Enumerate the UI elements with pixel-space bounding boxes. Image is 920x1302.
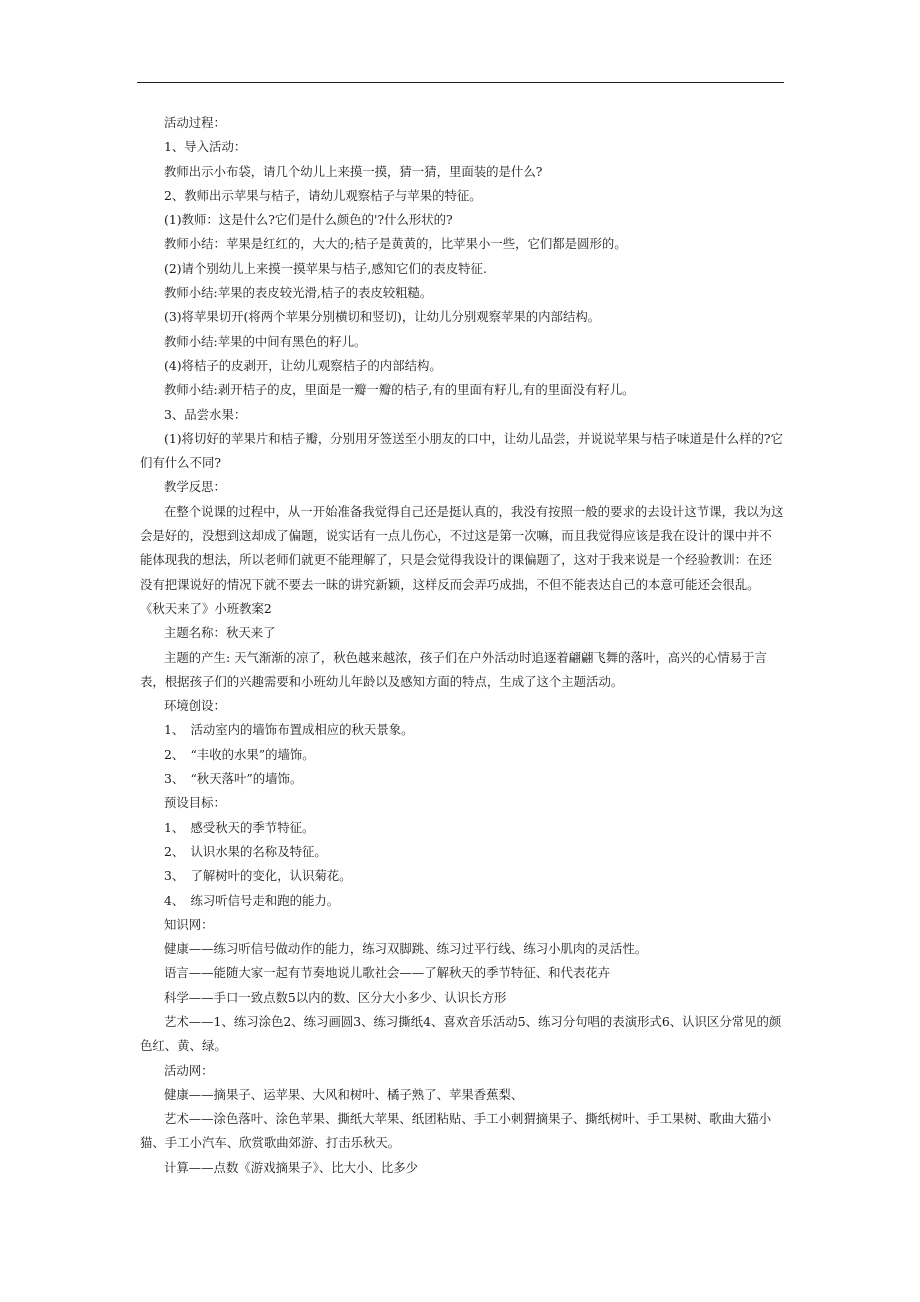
paragraph: 教师小结:苹果的表皮较光滑,桔子的表皮较粗糙。	[164, 285, 433, 301]
paragraph: 艺术——1、练习涂色2、练习画圆3、练习撕纸4、喜欢音乐活动5、练习分句唱的表演形式6、认识区分常见的颜色红、黄、绿。	[140, 1013, 782, 1054]
paragraph: (4)将桔子的皮剥开，让幼儿观察桔子的内部结构。	[164, 357, 442, 373]
paragraph: 教师小结：苹果是红红的，大大的;桔子是黄黄的，比苹果小一些，它们都是圆形的。	[164, 236, 627, 252]
document-body	[140, 111, 784, 1180]
paragraph: 1、导入活动：	[164, 139, 247, 155]
list-item: 4、 练习听信号走和跑的能力。	[164, 892, 340, 908]
paragraph: 教师出示小布袋，请几个幼儿上来摸一摸，猜一猜，里面装的是什么?	[164, 163, 543, 179]
paragraph: 2、教师出示苹果与桔子，请幼儿观察桔子与苹果的特征。	[164, 187, 482, 203]
paragraph: 活动网：	[164, 1062, 214, 1078]
paragraph: 健康——练习听信号做动作的能力，练习双脚跳、练习过平行线、练习小肌肉的灵活性。	[164, 941, 648, 957]
paragraph: 教师小结:苹果的中间有黑色的籽儿。	[164, 333, 367, 349]
header-rule	[137, 82, 784, 83]
paragraph: 3、品尝水果：	[164, 406, 247, 422]
paragraph: 科学——手口一致点数5以内的数、区分大小多少、认识长方形	[164, 989, 507, 1005]
paragraph: 环境创设：	[164, 698, 226, 714]
paragraph: (2)请个别幼儿上来摸一摸苹果与桔子,感知它们的表皮特征.	[164, 260, 487, 276]
paragraph: 预设目标：	[164, 795, 226, 811]
paragraph: 计算——点数《游戏摘果子》、比大小、比多少	[164, 1159, 419, 1175]
paragraph: (1)将切好的苹果片和桔子瓣，分别用牙签送至小朋友的口中，让幼儿品尝，并说说苹果与桔子味道是什么样的?它们有什么不同?	[140, 430, 783, 471]
paragraph: 知识网：	[164, 916, 214, 932]
paragraph: 教师小结:剥开桔子的皮，里面是一瓣一瓣的桔子,有的里面有籽儿,有的里面没有籽儿。	[164, 382, 635, 398]
paragraph: 教学反思：	[164, 479, 226, 495]
paragraph: 活动过程：	[164, 115, 226, 130]
paragraph: 艺术——涂色落叶、涂色苹果、撕纸大苹果、纸团粘贴、手工小刺猬摘果子、撕纸树叶、手工果树、歌曲大猫小猫、手工小汽车、欣赏歌曲郊游、打击乐秋天。	[140, 1111, 772, 1151]
paragraph: (1)教师：这是什么?它们是什么颜色的'?什么形状的?	[164, 212, 453, 228]
paragraph: 主题的产生: 天气渐渐的凉了，秋色越来越浓，孩子们在户外活动时追逐着翩翩飞舞的落叶，高兴的心情易于言表，根据孩子们的兴趣需要和小班幼儿年龄以及感知方面的特点，生成了这个主题活动。	[140, 649, 767, 689]
paragraph: 在整个说课的过程中，从一开始准备我觉得自己还是挺认真的，我没有按照一般的要求的去设计这节课，我以为这会是好的，没想到这却成了偏题，说实话有一点儿伤心，不过这是第一次嘛，而且我觉得应该是我在设计的课中并不能体现我的想法，所以老师们就更不能理解了，只是会觉得我设计的课偏题了，这对于我来说是一个经验教训：在还没有把课说好的情况下就不要去一昧的讲究新颖，这样反而会弄巧成拙，不但不能表达自己的本意可能还会很乱。	[140, 503, 784, 592]
list-item: 3、 “秋天落叶”的墙饰。	[164, 771, 303, 787]
paragraph: 健康——摘果子、运苹果、大风和树叶、橘子熟了、苹果香蕉梨、	[164, 1086, 524, 1102]
list-item: 1、 感受秋天的季节特征。	[164, 819, 315, 835]
list-item: 3、 了解树叶的变化，认识菊花。	[164, 868, 352, 884]
list-item: 2、 “丰收的水果”的墙饰。	[164, 746, 315, 762]
paragraph: 主题名称：秋天来了	[164, 625, 276, 641]
paragraph: 语言——能随大家一起有节奏地说儿歌社会——了解秋天的季节特征、和代表花卉	[164, 965, 611, 981]
list-item: 2、 认识水果的名称及特征。	[164, 843, 327, 859]
list-item: 1、 活动室内的墙饰布置成相应的秋天景象。	[164, 722, 414, 738]
section-title: 《秋天来了》小班教案2	[140, 600, 272, 616]
paragraph: (3)将苹果切开(将两个苹果分别横切和竖切)，让幼儿分别观察苹果的内部结构。	[164, 309, 601, 325]
